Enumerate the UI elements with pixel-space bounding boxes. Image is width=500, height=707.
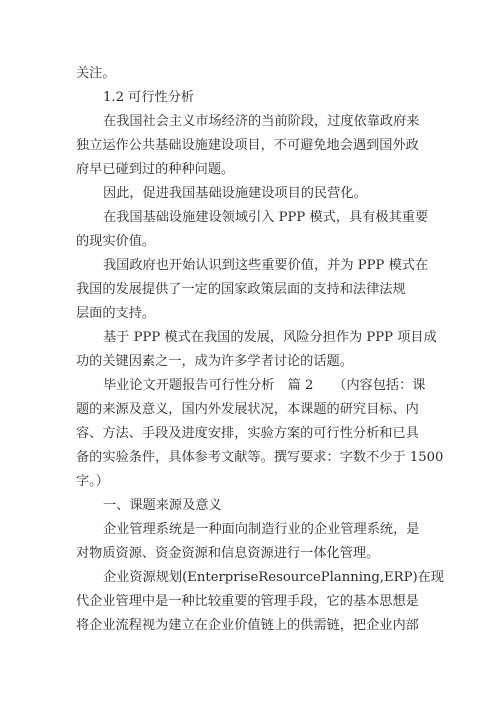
body-text bbox=[76, 62, 444, 638]
text-line: 我国政府也开始认识到这些重要价值，并为 PPP 模式在 bbox=[103, 258, 429, 273]
text-line: 将企业流程视为建立在企业价值链上的供需链，把企业内部 bbox=[76, 618, 419, 633]
text-line: 字。） bbox=[76, 474, 109, 489]
text-line: 我国的发展提供了一定的国家政策层面的支持和法律法规 bbox=[76, 282, 406, 297]
text-line: 独立运作公共基础设施建设项目，不可避免地会遇到国外政 bbox=[76, 138, 419, 153]
text-line: 对物质资源、资金资源和信息资源进行一体化管理。 bbox=[76, 546, 380, 561]
text-line: 关注。 bbox=[76, 66, 116, 81]
text-line: 毕业论文开题报告可行性分析 篇 2 （内容包括：课 bbox=[103, 378, 426, 393]
text-line: 在我国社会主义市场经济的当前阶段，过度依靠政府来 bbox=[103, 114, 420, 129]
text-line: 题的来源及意义，国内外发展状况，本课题的研究目标、内 bbox=[76, 402, 419, 417]
section-heading: 1.2 可行性分析 bbox=[103, 90, 195, 105]
text-line: 因此，促进我国基础设施建设项目的民营化。 bbox=[103, 186, 367, 201]
section-heading: 一、课题来源及意义 bbox=[103, 498, 222, 513]
text-line: 企业管理系统是一种面向制造行业的企业管理系统，是 bbox=[103, 522, 420, 537]
text-line: 企业资源规划(EnterpriseResourcePlanning,ERP)在现 bbox=[103, 570, 444, 585]
text-line: 备的实验条件，具体参考文献等。撰写要求：字数不少于 1500 bbox=[76, 450, 444, 465]
text-line: 容、方法、手段及进度安排，实验方案的可行性分析和已具 bbox=[76, 426, 419, 441]
text-line: 代企业管理中是一种比较重要的管理手段，它的基本思想是 bbox=[76, 594, 419, 609]
text-line: 层面的支持。 bbox=[76, 306, 156, 321]
text-line: 功的关键因素之一，成为许多学者讨论的话题。 bbox=[76, 354, 353, 369]
text-line: 府早已碰到过的种种问题。 bbox=[76, 162, 235, 177]
text-line: 基于 PPP 模式在我国的发展，风险分担作为 PPP 项目成 bbox=[103, 330, 437, 345]
text-line: 在我国基础设施建设领域引入 PPP 模式，具有极其重要 bbox=[103, 210, 429, 225]
text-line: 的现实价值。 bbox=[76, 234, 156, 249]
